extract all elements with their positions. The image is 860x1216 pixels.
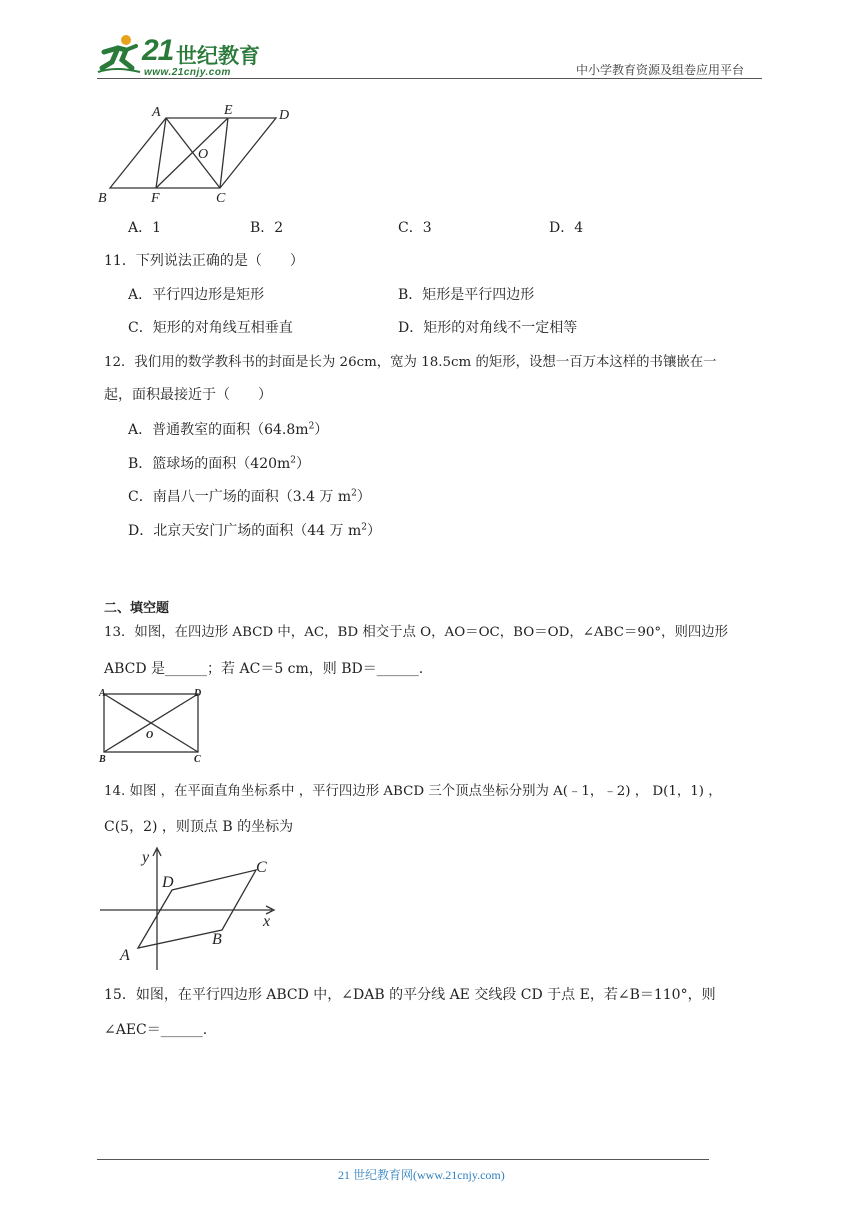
q13-line1: 13．如图，在四边形 ABCD 中，AC，BD 相交于点 O，AO＝OC，BO＝OD，∠ABC＝90°，则四边形	[104, 625, 729, 640]
q10-option-a: A．1	[128, 220, 162, 236]
label-x: x	[263, 913, 271, 930]
label-o: O	[146, 730, 154, 741]
q12-stem-line2: 起，面积最接近于（ ）	[104, 387, 272, 403]
header-divider	[97, 78, 762, 79]
label-d: D	[279, 108, 290, 123]
label-a: A	[120, 947, 130, 964]
q11-option-d: D．矩形的对角线不一定相等	[398, 320, 578, 336]
label-b: B	[212, 931, 222, 948]
q14-line1: 14. 如图 ，在平面直角坐标系中 ，平行四边形 ABCD 三个顶点坐标分别为 A(﹣1，﹣2) ， D(1，1) ，	[104, 784, 722, 799]
label-d: D	[162, 874, 174, 891]
q12-option-c: C．南昌八一广场的面积（3.4 万 $m^2$）	[128, 488, 371, 505]
figure-parallelogram-q10	[92, 100, 302, 210]
label-f: F	[151, 191, 160, 206]
segment-ec	[220, 118, 228, 188]
label-a: A	[99, 688, 106, 699]
label-c: C	[194, 754, 201, 762]
q12-option-a: A．普通教室的面积$(64.8m^2)$	[128, 421, 329, 438]
segment-ac	[166, 118, 220, 188]
label-e: E	[224, 103, 233, 118]
label-c: C	[256, 859, 267, 876]
q11-stem: 11．下列说法正确的是（ ）	[104, 253, 304, 269]
header	[0, 0, 860, 80]
header-platform-text: 中小学教育资源及组卷应用平台	[576, 63, 745, 77]
q15-line1: 15．如图，在平行四边形 ABCD 中，∠DAB 的平分线 AE 交线段 CD 于点 E，若∠B＝110°，则	[104, 987, 716, 1003]
label-b: B	[99, 754, 106, 762]
logo-url: www.21cnjy.com	[144, 67, 231, 78]
q10-option-d: D．4	[549, 220, 584, 236]
q12-option-b: B．篮球场的面积$(420m^2)$	[128, 455, 311, 472]
label-b: B	[98, 191, 107, 206]
section-fill-blank-title: 二、填空题	[104, 601, 170, 616]
q14-line2: C(5，2) ，则顶点 B 的坐标为	[104, 819, 294, 835]
q11-option-c: C．矩形的对角线互相垂直	[128, 320, 293, 336]
q12-option-d: D．北京天安门广场的面积（44 万 $m^2$）	[128, 522, 381, 539]
q10-option-b: B．2	[250, 220, 284, 236]
label-a: A	[152, 105, 161, 120]
q11-option-b: B．矩形是平行四边形	[398, 287, 535, 303]
footer-text: 21 世纪教育网(www.21cnjy.com)	[338, 1168, 505, 1182]
q10-option-c: C．3	[398, 220, 432, 236]
logo-number: 21	[142, 34, 174, 67]
label-d: D	[194, 688, 202, 699]
parallelogram-abcd	[138, 870, 256, 948]
footer-divider	[97, 1159, 709, 1160]
q11-option-a: A．平行四边形是矩形	[128, 287, 265, 303]
label-c: C	[216, 191, 226, 206]
q15-line2: ∠AEC＝______.	[104, 1022, 208, 1038]
logo	[96, 34, 266, 80]
label-y: y	[142, 849, 150, 866]
figure-coordinate-q14	[96, 842, 286, 972]
label-o: O	[198, 147, 209, 162]
q13-line2: ABCD 是______；若 AC＝5 cm，则 BD＝______.	[104, 661, 424, 677]
figure-rectangle-q13	[96, 686, 208, 762]
segment-fe	[156, 118, 228, 188]
runner-logo-icon	[96, 34, 142, 76]
q12-stem-line1: 12．我们用的数学教科书的封面是长为 26cm，宽为 18.5cm 的矩形，设想一百万本这样的书镶嵌在一	[104, 355, 717, 370]
logo-title: 世纪教育	[176, 44, 260, 68]
